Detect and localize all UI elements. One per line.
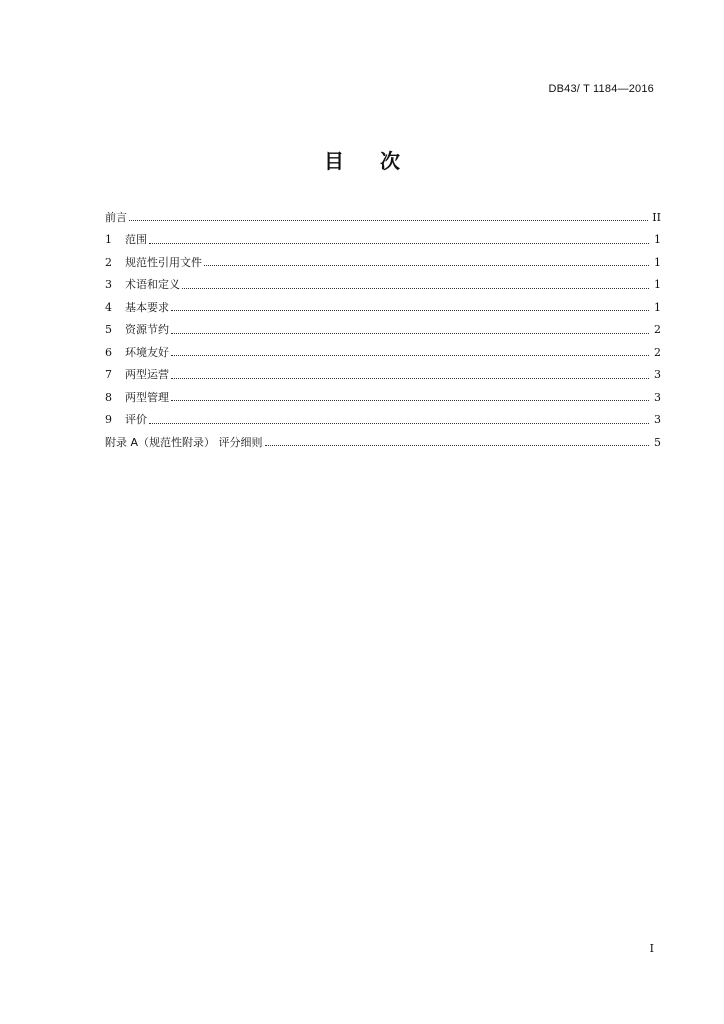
toc-entry-label: 规范性引用文件 [125,255,202,269]
toc-entry-label: 前言 [105,210,127,224]
dot-leader [171,354,649,356]
dot-leader [204,264,649,266]
dot-leader [149,242,649,244]
toc-entry-operation[interactable] [105,364,661,387]
toc-entry-scope[interactable] [105,229,661,252]
toc-entry-label: 两型运营 [125,368,169,382]
toc-entry-management[interactable] [105,386,661,409]
toc-entry-resource-saving[interactable] [105,319,661,342]
dot-leader [129,219,648,221]
page-number: I [649,942,654,955]
toc-entry-label: 环境友好 [125,345,169,359]
toc-entry-label: 基本要求 [125,300,169,314]
toc-entry-page: II [652,210,661,224]
toc-entry-number: 6 [105,345,112,359]
page-title: 目次 [324,149,436,173]
toc-entry-label: 范围 [125,233,147,247]
toc-entry-page: 3 [654,368,661,382]
dot-leader [171,332,649,334]
toc-entry-number: 5 [105,323,112,337]
toc-entry-appendix-a[interactable] [105,431,661,454]
toc-entry-label: 资源节约 [125,323,169,337]
dot-leader [171,377,649,379]
toc-entry-page: 1 [654,278,661,292]
toc-entry-terms-definitions[interactable] [105,274,661,297]
toc-entry-label: 评价 [125,413,147,427]
toc-entry-number: 8 [105,390,112,404]
toc-entry-environment-friendly[interactable] [105,341,661,364]
toc-entry-normative-references[interactable] [105,251,661,274]
dot-leader [182,287,649,289]
dot-leader [171,399,649,401]
dot-leader [265,444,649,446]
dot-leader [171,309,649,311]
toc-entry-number: 9 [105,413,112,427]
document-code: DB43/ T 1184—2016 [548,83,654,95]
toc-entry-number: 1 [105,233,112,247]
toc-entry-page: 2 [654,345,661,359]
toc-entry-number: 2 [105,255,112,269]
toc-entry-number: 4 [105,300,112,314]
toc-entry-page: 2 [654,323,661,337]
toc-entry-label: 术语和定义 [125,278,180,292]
toc-entry-number: 7 [105,368,112,382]
toc-entry-number: 3 [105,278,112,292]
toc-entry-page: 3 [654,413,661,427]
dot-leader [149,422,649,424]
toc-entry-foreword[interactable] [105,206,661,229]
toc-entry-page: 1 [654,255,661,269]
toc-entry-page: 3 [654,390,661,404]
toc-entry-label: 两型管理 [125,390,169,404]
toc-entry-page: 5 [654,435,661,449]
toc-entry-page: 1 [654,233,661,247]
toc-entry-basic-requirements[interactable] [105,296,661,319]
toc-entry-page: 1 [654,300,661,314]
table-of-contents [105,206,661,454]
toc-entry-label: 附录 A（规范性附录） 评分细则 [105,435,263,449]
toc-entry-evaluation[interactable] [105,409,661,432]
